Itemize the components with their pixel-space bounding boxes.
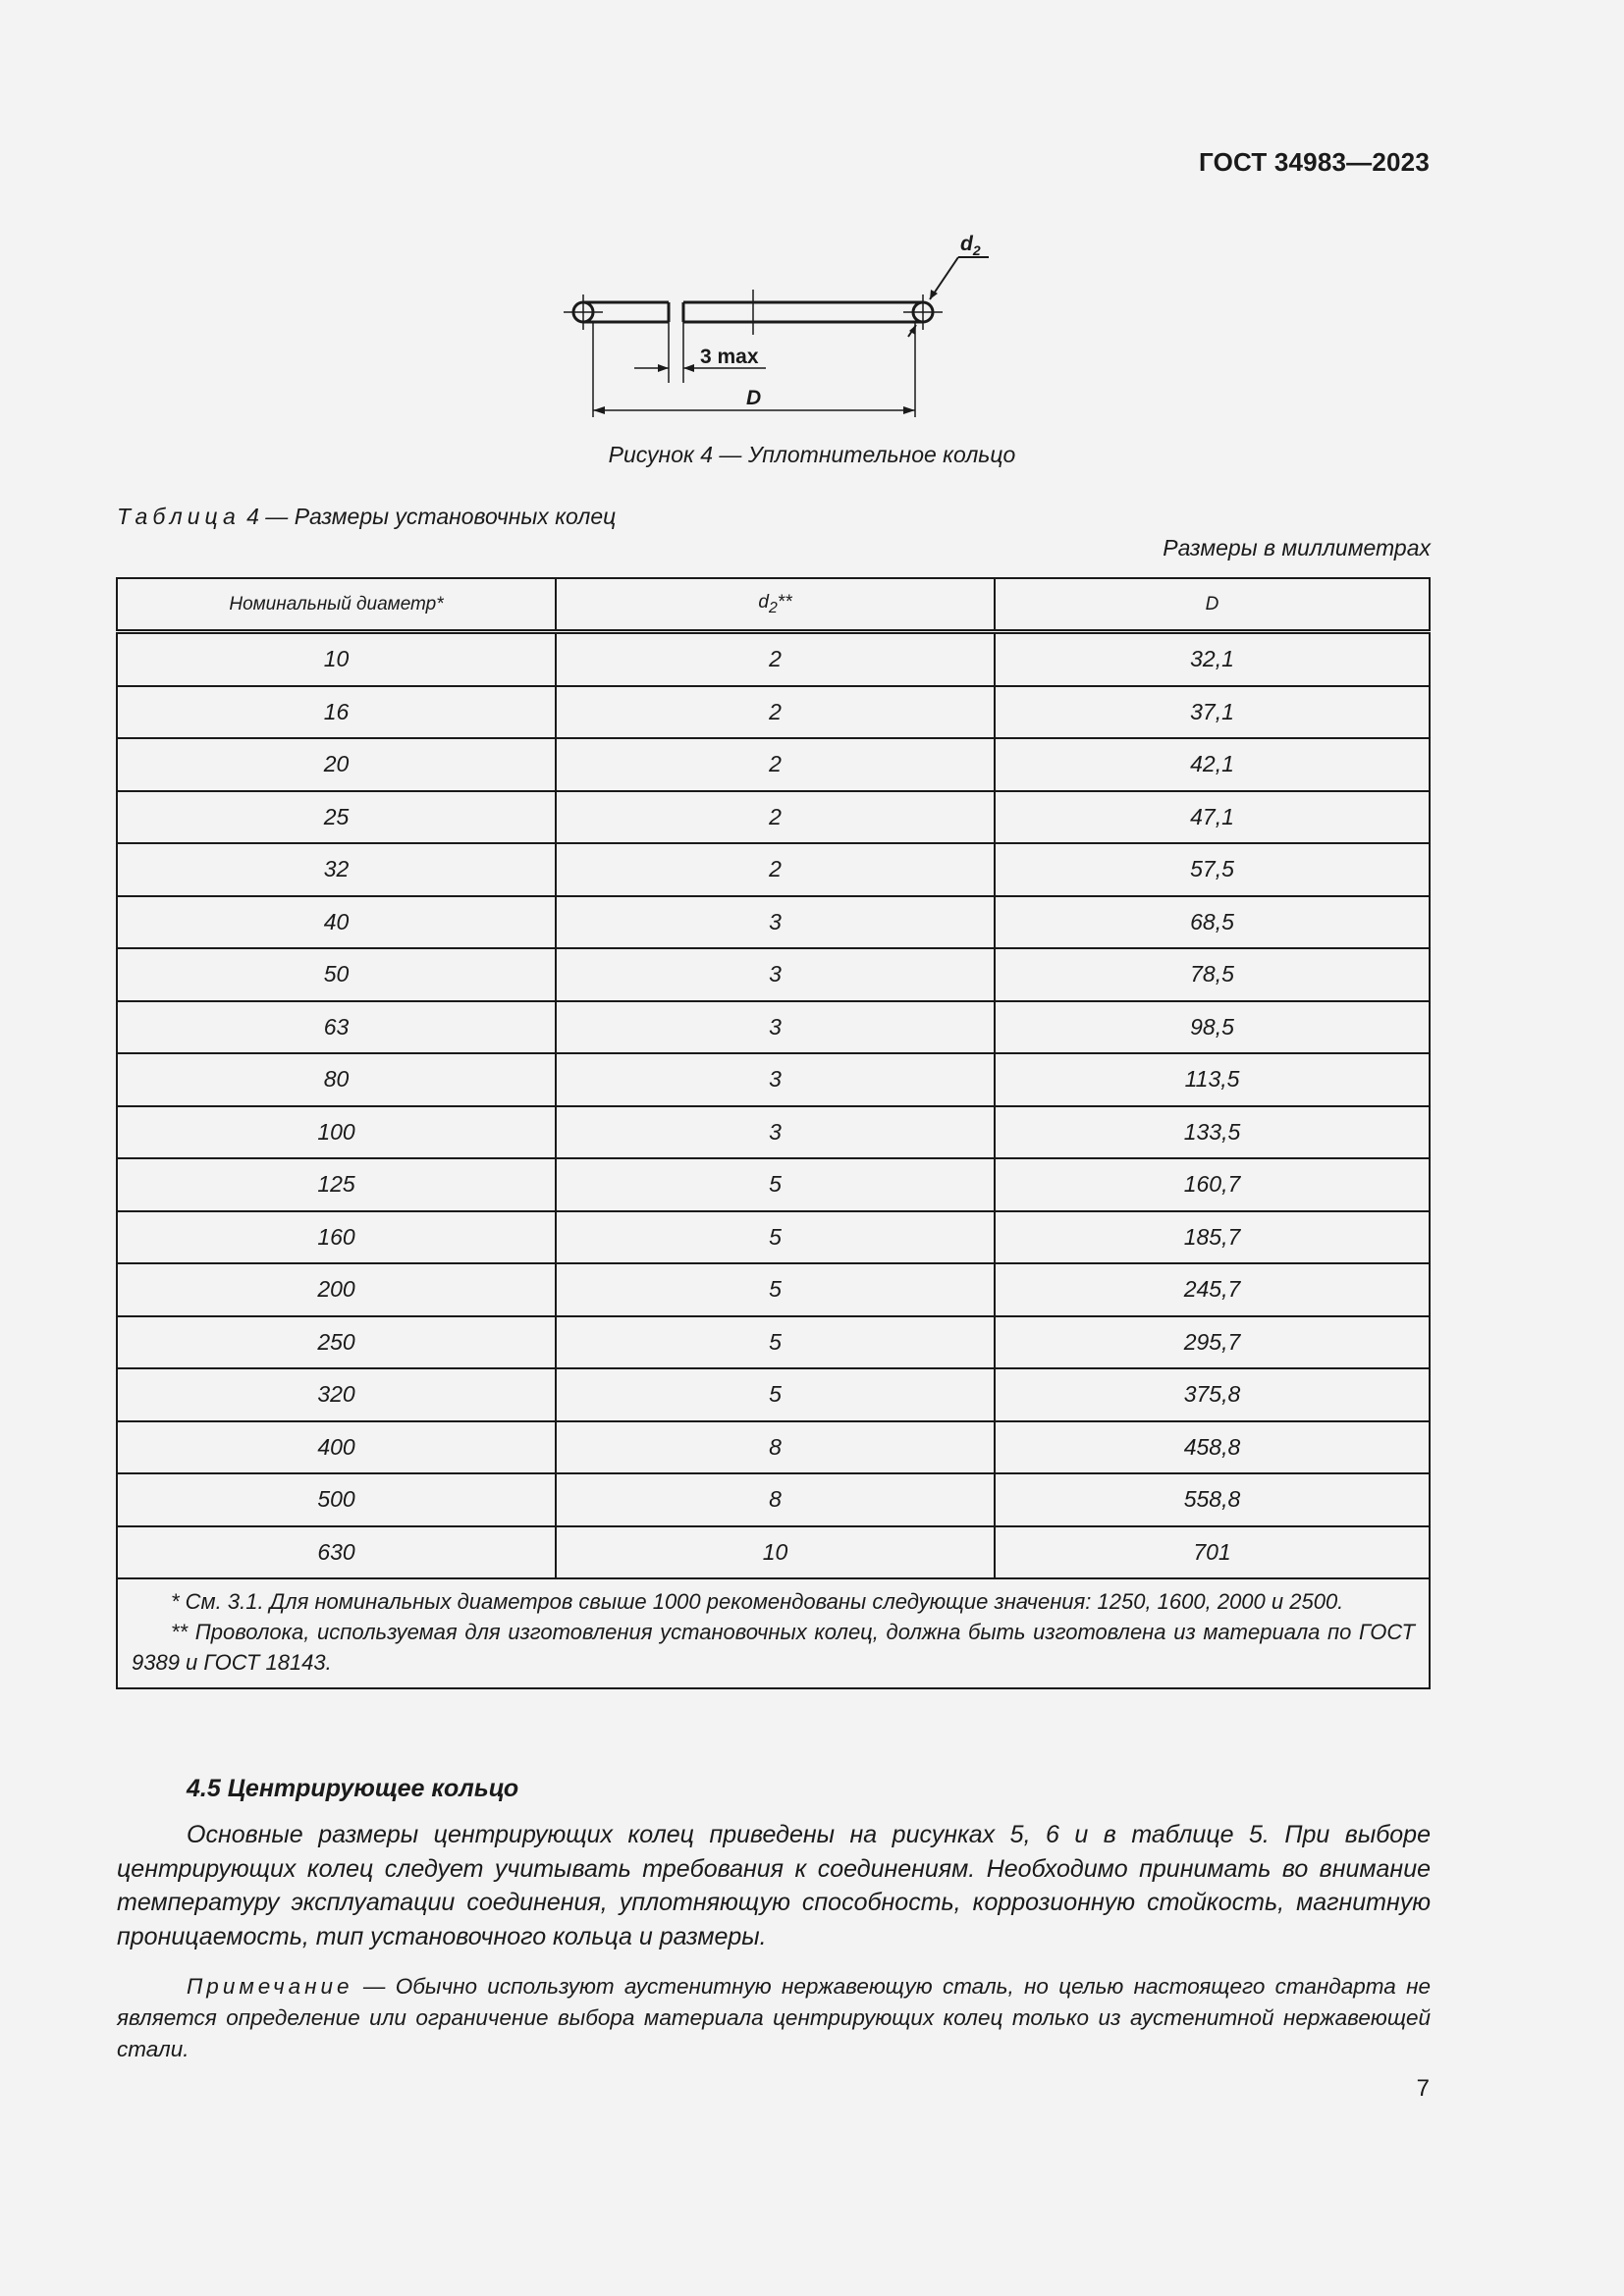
cell-D: 47,1 (995, 791, 1430, 844)
table-row (117, 843, 1430, 896)
table-row (117, 1526, 1430, 1579)
document-code: ГОСТ 34983—2023 (1199, 147, 1430, 177)
cell-nominal-diameter: 25 (117, 791, 556, 844)
cell-D: 57,5 (995, 843, 1430, 896)
cell-d2: 5 (556, 1263, 995, 1316)
section-note (117, 1971, 1431, 2065)
note-text: — Обычно используют аустенитную нержавеющую сталь, но целью настоящего стандарта не является определение или ограничение выбора материала центрирующих колец только из аустенитной нержавеющей стали. (117, 1974, 1431, 2061)
cell-d2: 3 (556, 896, 995, 949)
table-footnotes (117, 1578, 1430, 1688)
cell-nominal-diameter: 320 (117, 1368, 556, 1421)
cell-D: 68,5 (995, 896, 1430, 949)
cell-nominal-diameter: 16 (117, 686, 556, 739)
cell-D: 37,1 (995, 686, 1430, 739)
cell-d2: 10 (556, 1526, 995, 1579)
cell-d2: 5 (556, 1316, 995, 1369)
cell-nominal-diameter: 160 (117, 1211, 556, 1264)
cell-nominal-diameter: 125 (117, 1158, 556, 1211)
cell-d2: 3 (556, 948, 995, 1001)
cell-D: 185,7 (995, 1211, 1430, 1264)
cell-d2: 5 (556, 1368, 995, 1421)
footnote-1: * См. 3.1. Для номинальных диаметров свыше 1000 рекомендованы следующие значения: 1250, 1600, 2000 и 2500. (171, 1589, 1344, 1614)
table-title-word: Таблица (117, 504, 241, 529)
cell-nominal-diameter: 50 (117, 948, 556, 1001)
page-number: 7 (1416, 2075, 1430, 2102)
table-row (117, 1053, 1430, 1106)
footnote-2: ** Проволока, используемая для изготовления установочных колец, должна быть изготовлена из материала по ГОСТ 9389 и ГОСТ 18143. (132, 1620, 1415, 1675)
cell-nominal-diameter: 40 (117, 896, 556, 949)
cell-D: 245,7 (995, 1263, 1430, 1316)
cell-d2: 2 (556, 843, 995, 896)
cell-D: 375,8 (995, 1368, 1430, 1421)
cell-D: 295,7 (995, 1316, 1430, 1369)
table-row (117, 1158, 1430, 1211)
cell-d2: 5 (556, 1211, 995, 1264)
note-word: Примечание (187, 1974, 353, 1999)
figure-caption: Рисунок 4 — Уплотнительное кольцо (608, 442, 1016, 467)
cell-nominal-diameter: 80 (117, 1053, 556, 1106)
figure-o-ring-drawing (550, 221, 1001, 427)
cell-D: 458,8 (995, 1421, 1430, 1474)
cell-d2: 3 (556, 1106, 995, 1159)
outer-diameter-label: D (746, 387, 762, 409)
cell-D: 558,8 (995, 1473, 1430, 1526)
ring-dimensions-table (116, 577, 1431, 1689)
cell-D: 78,5 (995, 948, 1430, 1001)
table-row (117, 1001, 1430, 1054)
cell-nominal-diameter: 20 (117, 738, 556, 791)
cell-D: 42,1 (995, 738, 1430, 791)
cell-d2: 3 (556, 1053, 995, 1106)
cell-d2: 5 (556, 1158, 995, 1211)
table-row (117, 686, 1430, 739)
cell-nominal-diameter: 250 (117, 1316, 556, 1369)
table-row (117, 1368, 1430, 1421)
table-title-text: 4 — Размеры установочных колец (240, 504, 617, 529)
table-row (117, 1316, 1430, 1369)
table-row (117, 1106, 1430, 1159)
gap-dimension-label: 3 max (700, 346, 759, 368)
table-row (117, 1473, 1430, 1526)
cell-d2: 2 (556, 686, 995, 739)
header-nominal-diameter: Номинальный диаметр* (117, 578, 556, 632)
header-d2: $d_2**$ (556, 578, 995, 632)
cell-D: 133,5 (995, 1106, 1430, 1159)
cell-d2: 8 (556, 1421, 995, 1474)
cell-d2: 2 (556, 738, 995, 791)
cell-d2: 2 (556, 632, 995, 686)
cell-d2: 8 (556, 1473, 995, 1526)
table-row (117, 1211, 1430, 1264)
table-row (117, 896, 1430, 949)
table-row (117, 948, 1430, 1001)
cell-D: 160,7 (995, 1158, 1430, 1211)
cell-d2: 3 (556, 1001, 995, 1054)
cell-nominal-diameter: 10 (117, 632, 556, 686)
cell-nominal-diameter: 63 (117, 1001, 556, 1054)
table-row (117, 1263, 1430, 1316)
cell-nominal-diameter: 32 (117, 843, 556, 896)
d2-label: $d_2$ (960, 233, 981, 258)
table-units: Размеры в миллиметрах (1163, 535, 1431, 561)
table-body (117, 632, 1430, 1579)
table-header-row (117, 578, 1430, 632)
cell-D: 32,1 (995, 632, 1430, 686)
cell-D: 701 (995, 1526, 1430, 1579)
table-title (117, 504, 616, 530)
section-paragraph: Основные размеры центрирующих колец приведены на рисунках 5, 6 и в таблице 5. При выборе центрирующих колец следует учитывать требования к соединениям. Необходимо принимать во внимание температуру эксплуатации соединения, уплотняющую способность, коррозионную стойкость, магнитную проницаемость, тип установочного кольца и размеры. (117, 1821, 1431, 1950)
table-row (117, 1421, 1430, 1474)
table-row (117, 738, 1430, 791)
cell-D: 98,5 (995, 1001, 1430, 1054)
table-row (117, 791, 1430, 844)
cell-nominal-diameter: 500 (117, 1473, 556, 1526)
cell-D: 113,5 (995, 1053, 1430, 1106)
cell-nominal-diameter: 400 (117, 1421, 556, 1474)
cell-nominal-diameter: 200 (117, 1263, 556, 1316)
table-row (117, 632, 1430, 686)
section-heading: 4.5 Центрирующее кольцо (187, 1775, 519, 1802)
cell-nominal-diameter: 630 (117, 1526, 556, 1579)
o-ring-drawing (550, 221, 1001, 427)
header-D: D (995, 578, 1430, 632)
cell-d2: 2 (556, 791, 995, 844)
cell-nominal-diameter: 100 (117, 1106, 556, 1159)
table-footnotes-row (117, 1578, 1430, 1688)
